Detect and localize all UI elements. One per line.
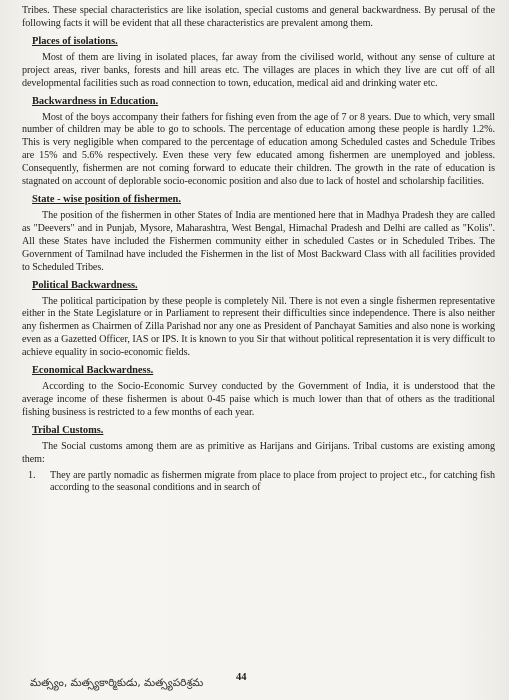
intro-paragraph: Tribes. These special characteristics are like isolation, special customs and general backwardness. By perusal of the following facts it will be evident that all these characteristics are prevalent among them. (22, 5, 495, 29)
section-heading: Political Backwardness. (32, 279, 138, 291)
section-tribal-customs (22, 425, 495, 496)
section-places-of-isolation (22, 36, 495, 91)
section-heading: Tribal Customs. (32, 424, 104, 436)
section-paragraph: Most of them are living in isolated places, far away from the civilised world, without any sense of culture at project areas, river banks, forests and hill areas etc. The villages are places in which they live are cut off of all developmental facilities such as road connection to town, education, medical aid and drinking water etc. (22, 51, 495, 89)
section-heading: Places of isolations. (32, 35, 118, 47)
section-heading: Backwardness in Education. (32, 95, 159, 107)
section-paragraph: According to the Socio-Economic Survey conducted by the Government of India, it is understood that the average income of these fishermen is about 0-45 paise which is much lower than that of others as the traditional fishing business is restricted to a few months of each year. (22, 381, 495, 418)
section-paragraph: The political participation by these people is completely Nil. There is not even a single fishermen representative either in the State Legislature or in Parliament to represent their difficulties since independence. There is also neither any fishermen as Chairmen of Zilla Parishad nor any one as President of Panchayat Samities and also none is working even as a Gazetted Officer, IAS or IPS. It is known to you Sir that without political representation it is very difficult to achieve equality in socio-economic fields. (22, 295, 495, 359)
section-heading: Economical Backwardness. (32, 365, 154, 377)
page-footer (0, 672, 509, 696)
list-item (22, 470, 495, 496)
section-paragraph: The position of the fishermen in other States of India are mentioned here that in Madhya Pradesh they are called as "Deevers" and in Punjab, Mysore, Maharashtra, West Bengal, Himachal Pradesh and Delhi are called as "Kolis". All these States have included the Fishermen community either in scheduled Castes or in Scheduled Tribes. The Government of Tamilnad have included the Fishermen in the list of Most Backward Class with all facilities provided to Scheduled Tribes. (22, 209, 495, 273)
section-state-wise-position (22, 194, 495, 275)
section-heading: State - wise position of fishermen. (32, 193, 181, 205)
list-item-number: 1. (28, 469, 36, 481)
page-number: 44 (236, 672, 247, 683)
section-economical-backwardness (22, 365, 495, 420)
footer-telugu-text: మత్స్యం, మత్స్యకార్మికుడు, మత్స్యపరిశ్రమ (30, 677, 204, 689)
section-paragraph: The Social customs among them are as primitive as Harijans and Girijans. Tribal customs are existing among them: (22, 440, 495, 465)
list-item-text: They are partly nomadic as fishermen migrate from place to place from project to project etc., for catching fish according to the seasonal conditions and in search of (50, 469, 495, 494)
section-paragraph: Most of the boys accompany their fathers for fishing even from the age of 7 or 8 years. Due to which, very small number of children may be able to go to schools. The percentage of education among these people is hardly 1.2%. This is very negligible when compared to the percentage of education among Scheduled castes and Schedule Tribes are 15% and 5.6% respectively. Even these very few educated among fishermen are unemployed and jobless. Consequently, fishermen are not coming forward to educate their children. The growth in the rate of education is stagnated on account of deplorable socio-economic position and also due to lack of hostel and scholarship facilities. (22, 111, 495, 188)
section-backwardness-in-education (22, 96, 495, 189)
section-political-backwardness (22, 280, 495, 361)
